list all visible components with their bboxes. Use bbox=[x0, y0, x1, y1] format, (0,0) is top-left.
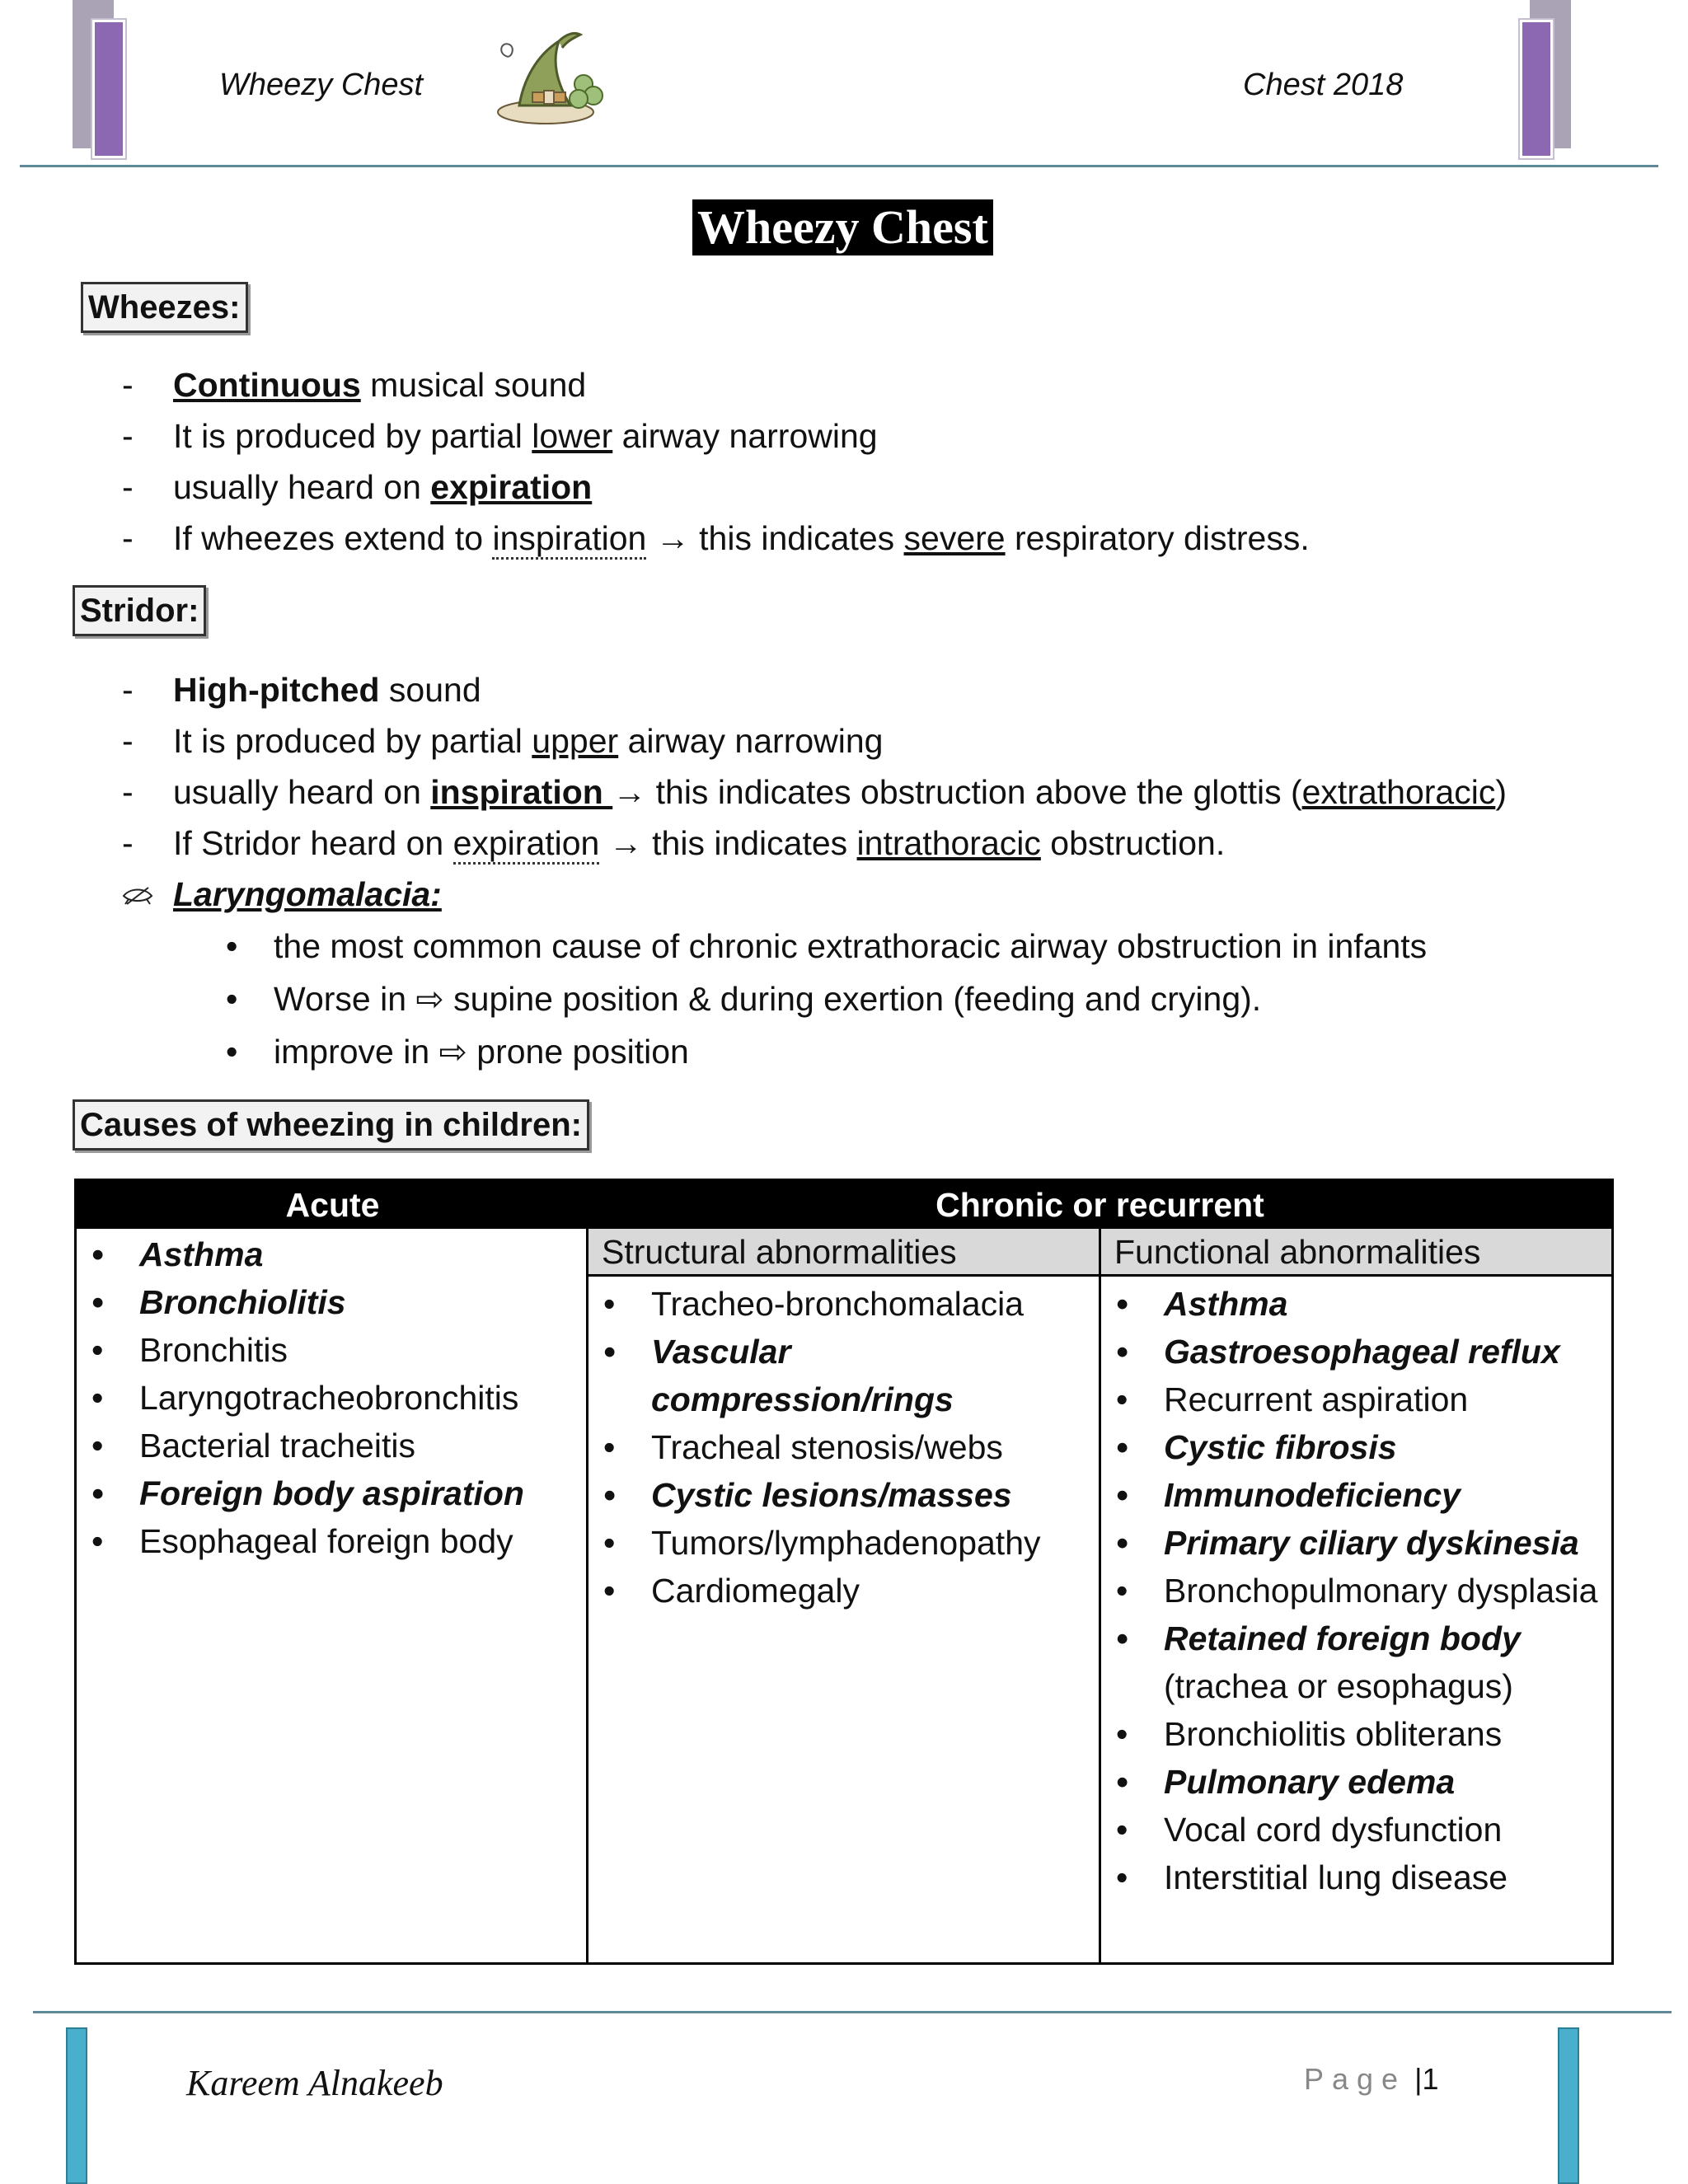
functional-subheader: Functional abnormalities bbox=[1101, 1229, 1611, 1277]
list-item: • Bronchiolitis obliterans bbox=[1101, 1710, 1611, 1758]
header-rule bbox=[20, 165, 1658, 167]
list-item: • Bacterial tracheitis bbox=[77, 1422, 586, 1469]
list-item: • Cardiomegaly bbox=[588, 1567, 1099, 1615]
page-title: Wheezy Chest bbox=[692, 199, 993, 255]
header-right-bar-front bbox=[1520, 20, 1553, 158]
table-header-acute: Acute bbox=[77, 1181, 588, 1229]
stridor-list bbox=[122, 664, 1507, 869]
list-item: • Interstitial lung disease bbox=[1101, 1854, 1611, 1901]
list-item: - It is produced by partial upper airway narrowing bbox=[122, 715, 1507, 766]
list-item: • improve in ⇨ prone position bbox=[223, 1025, 1427, 1078]
closed-eye-icon bbox=[122, 873, 173, 924]
list-item: • Pulmonary edema bbox=[1101, 1758, 1611, 1806]
footer-rule bbox=[33, 2011, 1672, 2013]
footer-author: Kareem Alnakeeb bbox=[186, 2063, 443, 2103]
list-item: • Gastroesophageal reflux bbox=[1101, 1328, 1611, 1376]
list-item: • Asthma bbox=[1101, 1280, 1611, 1328]
list-item: - High-pitched sound bbox=[122, 664, 1507, 715]
header-left-bar-front bbox=[92, 20, 125, 158]
acute-list bbox=[77, 1229, 586, 1565]
list-item: • Esophageal foreign body bbox=[77, 1517, 586, 1565]
list-item: • Immunodeficiency bbox=[1101, 1471, 1611, 1519]
functional-column bbox=[1101, 1229, 1611, 1962]
structural-subheader: Structural abnormalities bbox=[588, 1229, 1099, 1277]
list-item: • Foreign body aspiration bbox=[77, 1469, 586, 1517]
stridor-heading: Stridor: bbox=[73, 585, 206, 636]
list-item: • Recurrent aspiration bbox=[1101, 1376, 1611, 1423]
list-item: • Cystic fibrosis bbox=[1101, 1423, 1611, 1471]
wheezes-list bbox=[122, 359, 1310, 564]
list-item: • Tracheal stenosis/webs bbox=[588, 1423, 1099, 1471]
list-item: - usually heard on expiration bbox=[122, 462, 1310, 513]
header-left-text: Wheezy Chest bbox=[219, 68, 424, 102]
structural-list bbox=[588, 1277, 1099, 1615]
list-item: - If Stridor heard on expiration → this indicates intrathoracic obstruction. bbox=[122, 818, 1507, 869]
functional-list bbox=[1101, 1277, 1611, 1901]
footer-left-bar bbox=[66, 2027, 87, 2184]
list-item: - If wheezes extend to inspiration → this indicates severe respiratory distress. bbox=[122, 513, 1310, 564]
list-item: • Vocal cord dysfunction bbox=[1101, 1806, 1611, 1854]
list-item: • Bronchopulmonary dysplasia bbox=[1101, 1567, 1611, 1615]
header-right-text: Chest 2018 bbox=[1243, 68, 1404, 102]
list-item: • Tumors/lymphadenopathy bbox=[588, 1519, 1099, 1567]
acute-column bbox=[77, 1229, 588, 1962]
wheezes-heading: Wheezes: bbox=[81, 282, 248, 333]
list-item: • Cystic lesions/masses bbox=[588, 1471, 1099, 1519]
list-item: • Primary ciliary dyskinesia bbox=[1101, 1519, 1611, 1567]
list-item: • Asthma bbox=[77, 1230, 586, 1278]
list-item: • Bronchitis bbox=[77, 1326, 586, 1374]
witch-hat-clover-icon bbox=[495, 23, 605, 134]
list-item: - usually heard on inspiration → this indicates obstruction above the glottis (extrathoracic) bbox=[122, 766, 1507, 818]
page-number: Page |1 bbox=[1304, 2062, 1439, 2096]
list-item: • Worse in ⇨ supine position & during exertion (feeding and crying). bbox=[223, 972, 1427, 1025]
list-item: • the most common cause of chronic extrathoracic airway obstruction in infants bbox=[223, 920, 1427, 972]
causes-heading: Causes of wheezing in children: bbox=[73, 1099, 589, 1151]
list-item: • Vascular compression/rings bbox=[588, 1328, 1099, 1423]
laryngomalacia-heading: Laryngomalacia: bbox=[122, 869, 442, 920]
list-item: • Laryngotracheobronchitis bbox=[77, 1374, 586, 1422]
list-item: - Continuous musical sound bbox=[122, 359, 1310, 410]
footer-right-bar bbox=[1558, 2027, 1579, 2184]
list-item: - It is produced by partial lower airway narrowing bbox=[122, 410, 1310, 462]
structural-column bbox=[588, 1229, 1101, 1962]
list-item: • Tracheo-bronchomalacia bbox=[588, 1280, 1099, 1328]
list-item: • Retained foreign body (trachea or esophagus) bbox=[1101, 1615, 1611, 1710]
table-header-chronic: Chronic or recurrent bbox=[588, 1181, 1611, 1229]
laryngomalacia-list bbox=[223, 920, 1427, 1078]
list-item: • Bronchiolitis bbox=[77, 1278, 586, 1326]
causes-table bbox=[74, 1179, 1614, 1965]
